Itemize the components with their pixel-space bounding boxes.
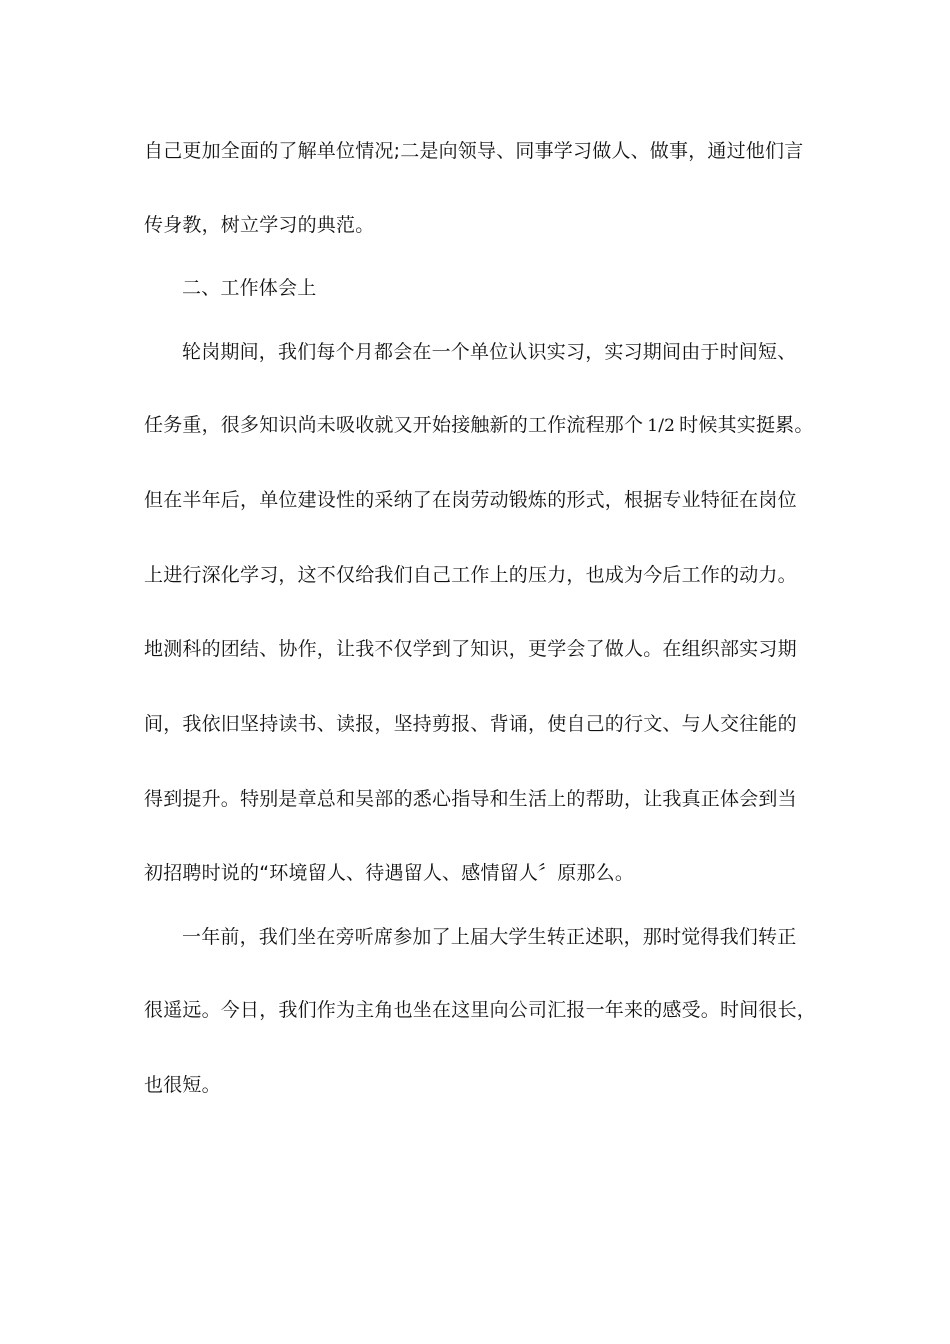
text-line: 轮岗期间，我们每个月都会在一个单位认识实习，实习期间由于时间短、 <box>182 341 797 363</box>
text-line: 传身教，树立学习的典范。 <box>144 214 375 236</box>
text-line: 很遥远。今日，我们作为主角也坐在这里向公司汇报一年来的感受。时间很长， <box>144 999 817 1021</box>
text-line: 间，我依旧坚持读书、读报，坚持剪报、背诵，使自己的行文、与人交往能的 <box>144 713 797 735</box>
section-heading: 二、工作体会上 <box>182 277 317 299</box>
text-line <box>144 413 814 438</box>
text-line: 地测科的团结、协作，让我不仅学到了知识，更学会了做人。在组织部实习期 <box>144 638 797 660</box>
page-number-fragment: 1/2 <box>647 416 676 436</box>
text-line: 自己更加全面的了解单位情况;二是向领导、同事学习做人、做事，通过他们言 <box>144 140 804 162</box>
text-fragment: 任务重，很多知识尚未吸收就又开始接触新的工作流程那个 <box>144 414 644 436</box>
text-line: 也很短。 <box>144 1074 221 1096</box>
text-line: 一年前，我们坐在旁听席参加了上届大学生转正述职，那时觉得我们转正 <box>182 926 797 948</box>
text-line: 上进行深化学习，这不仅给我们自己工作上的压力，也成为今后工作的动力。 <box>144 564 797 586</box>
text-line: 得到提升。特别是章总和吴部的悉心指导和生活上的帮助，让我真正体会到当 <box>144 788 797 810</box>
text-fragment: 时候其实挺累。 <box>679 414 814 436</box>
text-line: 初招聘时说的“环境留人、待遇留人、感情留人〞原那么。 <box>144 862 635 884</box>
text-line: 但在半年后，单位建设性的采纳了在岗劳动锻炼的形式，根据专业特征在岗位 <box>144 489 797 511</box>
